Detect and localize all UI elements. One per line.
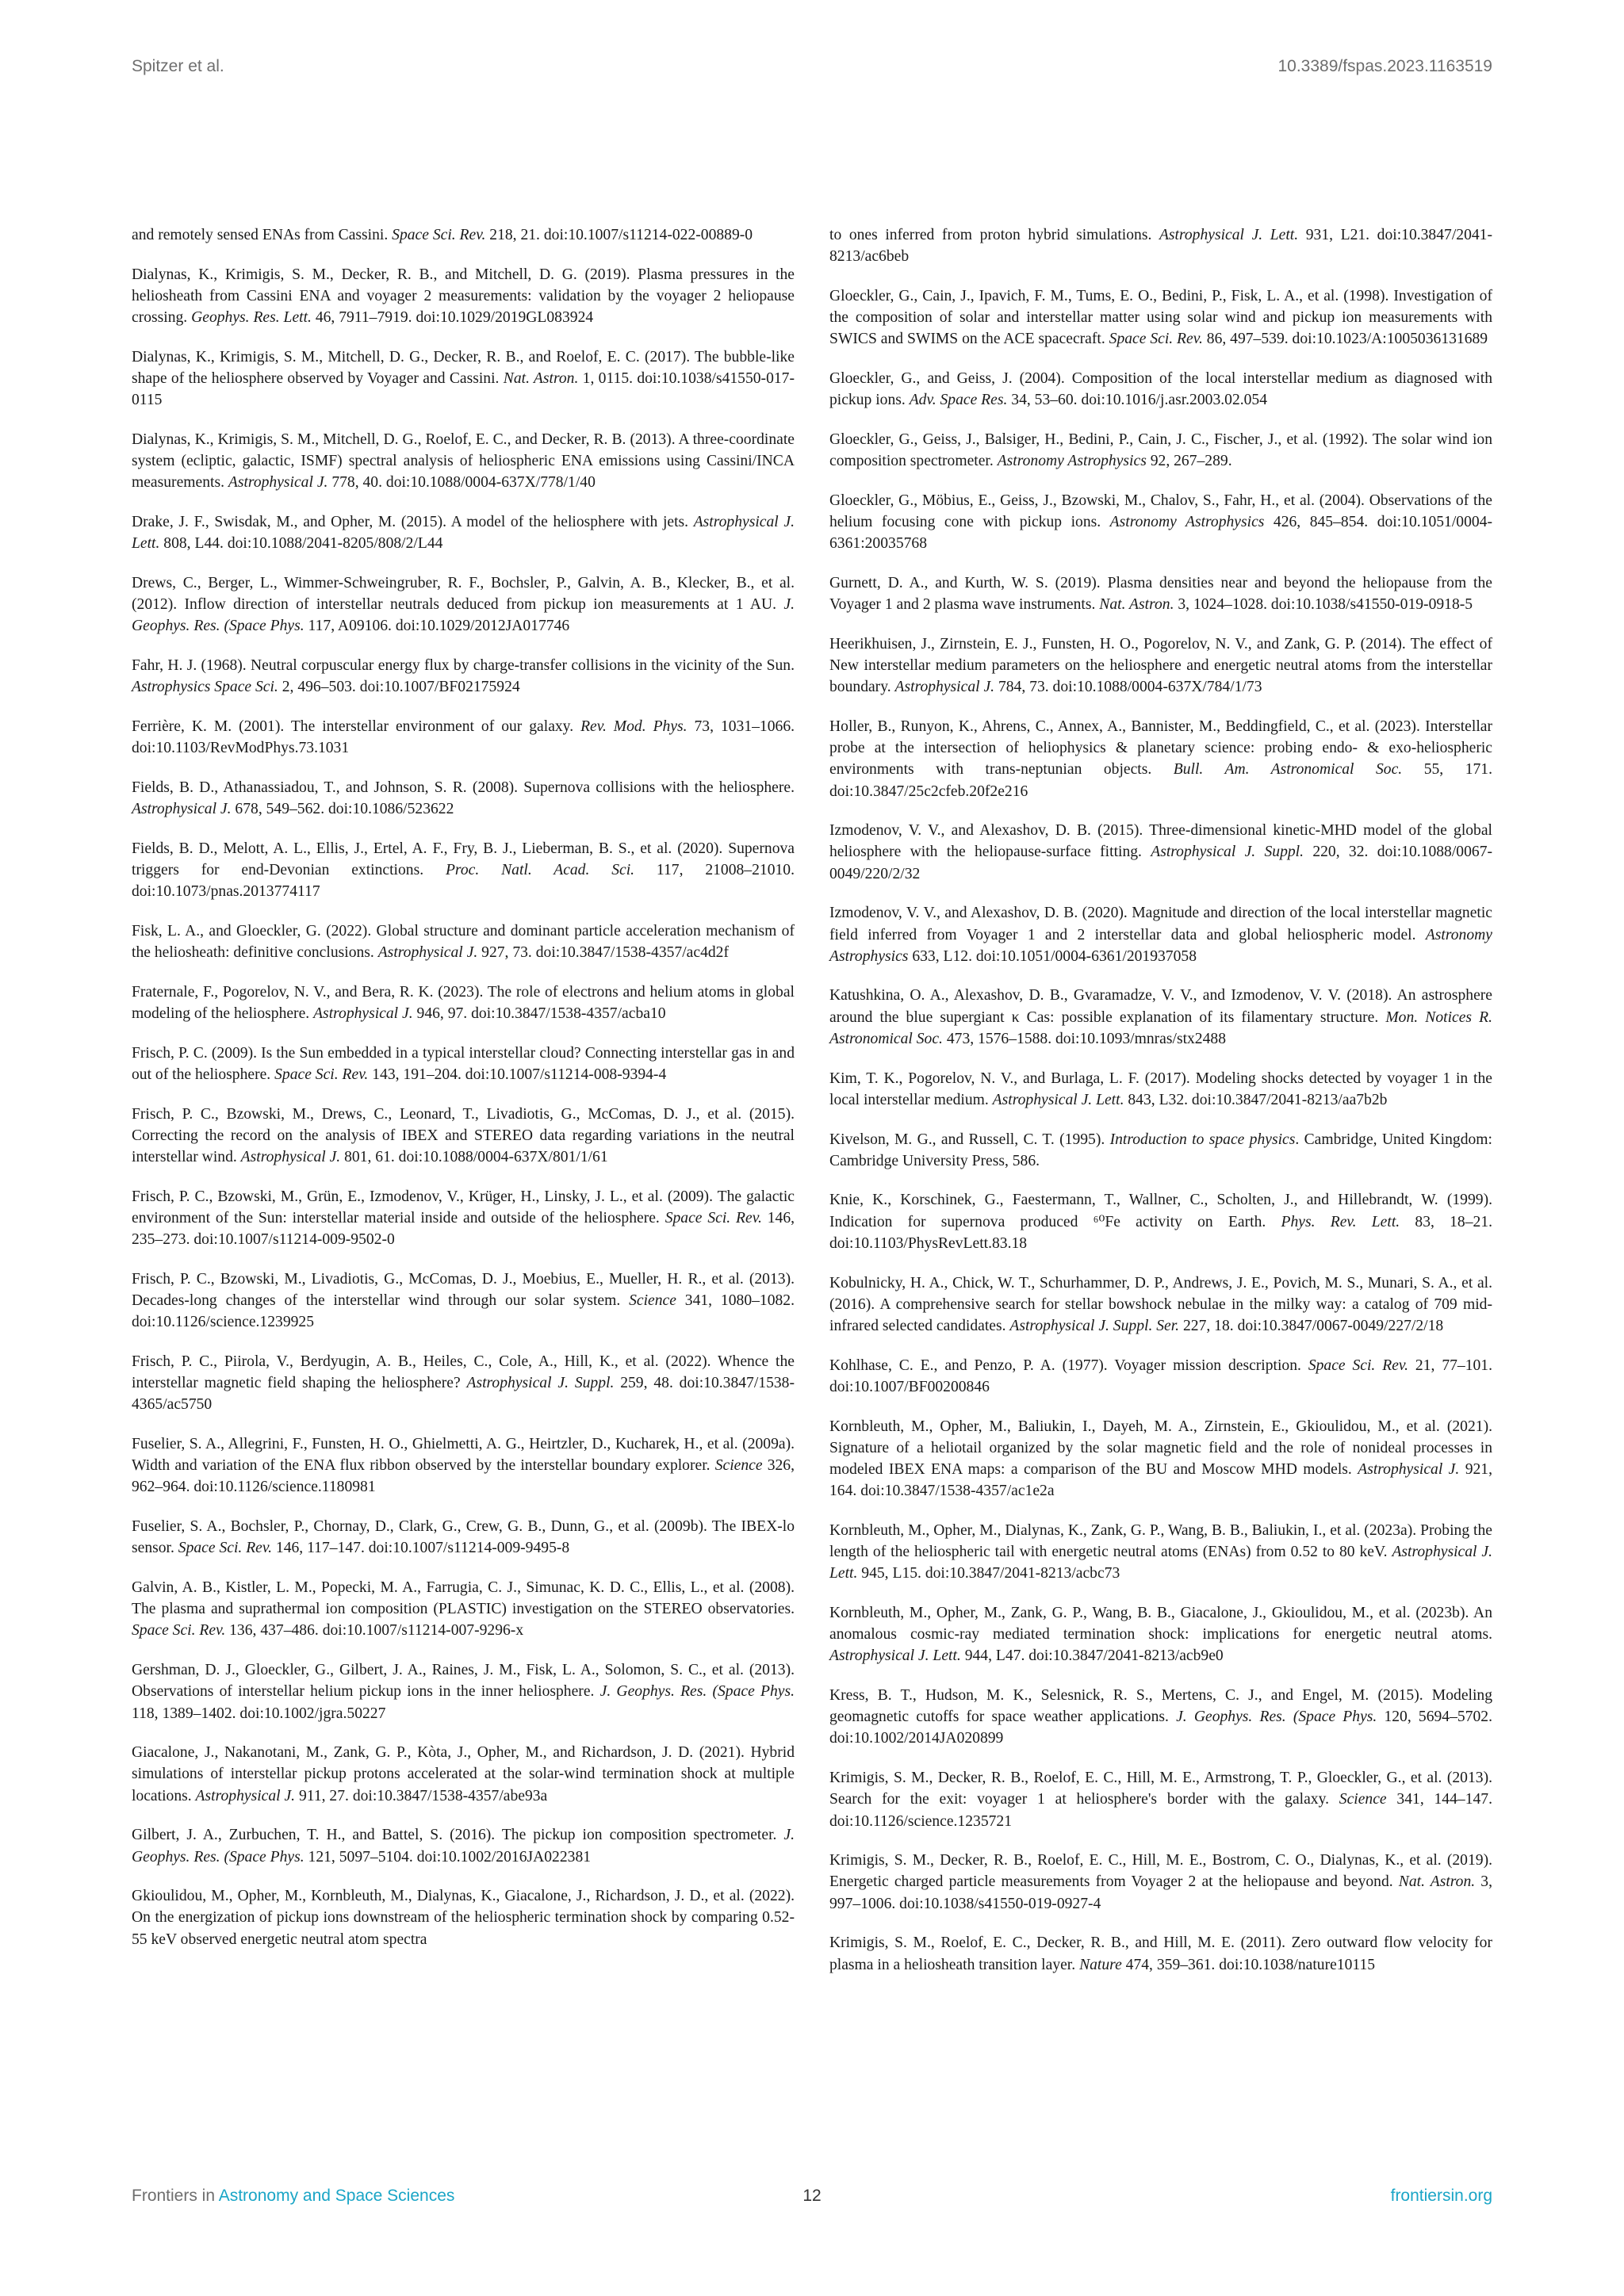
reference-journal: Nat. Astron. [1099, 596, 1174, 614]
reference-details: 227, 18. doi:10.3847/0067-0049/227/2/18 [1179, 1317, 1444, 1334]
reference-details: 473, 1576–1588. doi:10.1093/mnras/stx2488 [942, 1030, 1226, 1047]
reference-details: 931, L21. doi:10.3847/2041-8213/ac6beb [829, 227, 1492, 266]
reference-citation: Kivelson, M. G., and Russell, C. T. (1995). [829, 1131, 1110, 1148]
reference-entry [132, 655, 795, 698]
reference-journal: Astrophysical J. Suppl. [1151, 844, 1304, 861]
reference-entry [132, 1885, 795, 1950]
reference-entry [829, 902, 1492, 967]
reference-details: 55, 171. doi:10.3847/25c2cfeb.20f2e216 [829, 761, 1492, 800]
reference-citation: Galvin, A. B., Kistler, L. M., Popecki, M. A., Farrugia, C. J., Simunac, K. D. C., Ellis, L., et al. (2008). The plasma and suprathermal ion composition (PLASTIC) investigation on the STEREO observatories. [132, 1579, 795, 1618]
reference-journal: J. Geophys. Res. (Space Phys. [1176, 1709, 1377, 1726]
footer-journal [132, 2187, 454, 2206]
reference-entry [829, 716, 1492, 802]
reference-entry [132, 429, 795, 494]
reference-details: 946, 97. doi:10.3847/1538-4357/acba10 [412, 1004, 666, 1022]
reference-entry [132, 1351, 795, 1416]
reference-journal: Astronomy Astrophysics [1109, 514, 1265, 531]
reference-citation: Knie, K., Korschinek, G., Faestermann, T., Wallner, C., Scholten, J., and Hillebrandt, W. (1999). Indication for supernova produced ⁶⁰Fe activity on Earth. [829, 1192, 1492, 1230]
reference-entry [132, 838, 795, 903]
reference-citation: Fisk, L. A., and Gloeckler, G. (2022). Global structure and dominant particle acceleration mechanism of the heliosheath: definitive conclusions. [132, 922, 795, 962]
reference-entry [132, 982, 795, 1024]
reference-citation: Kornbleuth, M., Opher, M., Zank, G. P., Wang, B. B., Giacalone, J., Gkioulidou, M., et al. (2023b). An anomalous cosmic-ray mediated termination shock: implications for energetic neutral atoms. [829, 1604, 1492, 1644]
left-column [132, 224, 795, 1993]
reference-citation: Giacalone, J., Nakanotani, M., Zank, G. P., Kòta, J., Opher, M., and Richardson, J. D. (2021). Hybrid simulations of interstellar pickup protons accelerated at the solar-wind termination shock at multiple locations. [132, 1744, 795, 1804]
article-doi: 10.3389/fspas.2023.1163519 [1277, 57, 1492, 75]
reference-citation: Fahr, H. J. (1968). Neutral corpuscular energy flux by charge-transfer collisions in the vicinity of the Sun. [132, 657, 795, 675]
reference-details: 86, 497–539. doi:10.1023/A:1005036131689 [1202, 331, 1488, 348]
reference-journal: Science [714, 1457, 763, 1475]
reference-details: 3, 997–1006. doi:10.1038/s41550-019-0927-4 [829, 1873, 1492, 1912]
footer-journal-prefix: Frontiers in [132, 2187, 216, 2205]
reference-entry [829, 572, 1492, 615]
reference-details: 143, 191–204. doi:10.1007/s11214-008-9394-4 [368, 1066, 667, 1083]
reference-entry [132, 224, 795, 246]
reference-journal: Astrophysical J. Lett. [1159, 227, 1299, 243]
reference-details: 326, 962–964. doi:10.1126/science.1180981 [132, 1457, 795, 1496]
reference-journal: Space Sci. Rev. [1109, 331, 1203, 348]
right-column [829, 224, 1492, 1993]
reference-journal: Geophys. Res. Lett. [191, 309, 312, 327]
reference-details: 117, A09106. doi:10.1029/2012JA017746 [304, 618, 570, 635]
reference-citation: Gloeckler, G., Geiss, J., Balsiger, H., Bedini, P., Cain, J. C., Fischer, J., et al. (1992). The solar wind ion composition spectrometer. [829, 430, 1492, 470]
reference-citation: and remotely sensed ENAs from Cassini. [132, 227, 393, 243]
reference-journal: J. Geophys. Res. (Space Phys. [132, 1827, 795, 1866]
reference-journal: Astrophysical J. [894, 679, 995, 696]
reference-details: 146, 235–273. doi:10.1007/s11214-009-9502-0 [132, 1209, 795, 1249]
reference-entry [132, 1742, 795, 1807]
reference-citation: Gloeckler, G., Möbius, E., Geiss, J., Bzowski, M., Chalov, S., Fahr, H., et al. (2004). Observations of the helium focusing cone with pickup ions. [829, 492, 1492, 531]
reference-citation: Holler, B., Runyon, K., Ahrens, C., Annex, A., Bannister, M., Beddingfield, C., et al. (2023). Interstellar probe at the intersection of heliophysics & planetary science: probing endo- & exo-heliospheric environments with trans-neptunian objects. [829, 718, 1492, 779]
reference-entry [829, 1602, 1492, 1667]
reference-journal: Astrophysical J. [132, 801, 232, 818]
reference-journal: Rev. Mod. Phys. [580, 718, 688, 735]
reference-details: 3, 1024–1028. doi:10.1038/s41550-019-0918-5 [1174, 596, 1473, 614]
reference-details: 474, 359–361. doi:10.1038/nature10115 [1121, 1956, 1376, 1973]
reference-journal: Space Sci. Rev. [1308, 1357, 1409, 1374]
reference-journal: Astrophysics Space Sci. [132, 679, 278, 696]
reference-entry [829, 1068, 1492, 1111]
reference-journal: Astrophysical J. [195, 1787, 296, 1804]
reference-entry [829, 1189, 1492, 1254]
reference-details: 843, L32. doi:10.3847/2041-8213/aa7b2b [1124, 1091, 1388, 1108]
reference-entry [829, 820, 1492, 885]
reference-citation: Gershman, D. J., Gloeckler, G., Gilbert, J. A., Raines, J. M., Fisk, L. A., Solomon, S. C., et al. (2013). Observations of interstellar helium pickup ions in the inner heliosphere. [132, 1662, 795, 1701]
reference-citation: Frisch, P. C., Bzowski, M., Livadiotis, G., McComas, D. J., Moebius, E., Mueller, H. R., et al. (2013). Decades-long changes of the interstellar wind through our solar system. [132, 1270, 795, 1310]
reference-details: 426, 845–854. doi:10.1051/0004-6361:20035768 [829, 514, 1493, 553]
reference-entry [829, 985, 1492, 1050]
reference-entry [132, 1104, 795, 1169]
footer-site-link[interactable]: frontiersin.org [1390, 2187, 1492, 2205]
reference-details: 778, 40. doi:10.1088/0004-637X/778/1/40 [327, 474, 596, 492]
reference-citation: Kohlhase, C. E., and Penzo, P. A. (1977). Voyager mission description. [829, 1357, 1308, 1374]
reference-citation: Gkioulidou, M., Opher, M., Kornbleuth, M., Dialynas, K., Giacalone, J., Richardson, J. D., et al. (2022). On the energization of pickup ions downstream of the heliospheric termination shock by comparing 0.52-55 keV observed energetic neutral atom spectra [132, 1888, 795, 1948]
reference-citation: Fields, B. D., Melott, A. L., Ellis, J., Ertel, A. F., Fry, B. J., Lieberman, B. S., et al. (2020). Supernova triggers for end-Devonian extinctions. [132, 840, 795, 878]
reference-entry [829, 490, 1492, 555]
reference-citation: Kobulnicky, H. A., Chick, W. T., Schurhammer, D. P., Andrews, J. E., Povich, M. S., Munari, S. A., et al. (2016). A comprehensive search for stellar bowshock nebulae in the milky way: a catalog of 709 mid-infrared selected candidates. [829, 1274, 1492, 1334]
reference-citation: Kim, T. K., Pogorelov, N. V., and Burlaga, L. F. (2017). Modeling shocks detected by voyager 1 in the local interstellar medium. [829, 1070, 1492, 1108]
reference-journal: Astronomy Astrophysics [829, 926, 1492, 965]
reference-journal: Astrophysical J. Lett. [992, 1091, 1124, 1108]
reference-journal: Mon. Notices R. Astronomical Soc. [829, 1008, 1492, 1047]
reference-citation: Krimigis, S. M., Decker, R. B., Roelof, E. C., Hill, M. E., Armstrong, T. P., Gloeckler, G., et al. (2013). Search for the exit: voyager 1 at heliosphere's border with the galaxy. [829, 1770, 1492, 1808]
reference-citation: Kress, B. T., Hudson, M. K., Selesnick, R. S., Mertens, C. J., and Engel, M. (2015). Modeling geomagnetic cutoffs for space weather applications. [829, 1687, 1492, 1726]
reference-journal: Bull. Am. Astronomical Soc. [1173, 761, 1403, 779]
reference-journal: Astrophysical J. [240, 1149, 341, 1165]
reference-citation: Frisch, P. C., Piirola, V., Berdyugin, A. B., Heiles, C., Cole, A., Hill, K., et al. (2022). Whence the interstellar magnetic field shaping the heliosphere? [132, 1353, 795, 1392]
reference-entry [829, 1932, 1492, 1975]
reference-entry [132, 1269, 795, 1334]
reference-entry [132, 1824, 795, 1867]
reference-entry [132, 1043, 795, 1085]
reference-entry [132, 511, 795, 554]
reference-citation: Fuselier, S. A., Bochsler, P., Chornay, D., Clark, G., Crew, G. B., Dunn, G., et al. (2009b). The IBEX-lo sensor. [132, 1518, 795, 1557]
reference-details: 341, 144–147. doi:10.1126/science.1235721 [829, 1791, 1492, 1830]
reference-journal: Astrophysical J. [228, 474, 328, 492]
page-number: 12 [802, 2187, 822, 2205]
reference-details: 120, 5694–5702. doi:10.1002/2014JA020899 [829, 1709, 1492, 1747]
reference-citation: Gurnett, D. A., and Kurth, W. S. (2019). Plasma densities near and beyond the heliopause from the Voyager 1 and 2 plasma wave instruments. [829, 574, 1492, 614]
reference-citation: Frisch, P. C., Bzowski, M., Drews, C., Leonard, T., Livadiotis, G., McComas, D. J., et al. (2015). Correcting the record on the analysis of IBEX and STEREO data regarding variations in the neutral interstellar wind. [132, 1105, 795, 1165]
reference-journal: Astrophysical J. Suppl. [466, 1375, 615, 1392]
reference-journal: Nat. Astron. [1398, 1873, 1476, 1891]
reference-details: 921, 164. doi:10.3847/1538-4357/ac1e2a [829, 1460, 1492, 1500]
reference-entry [829, 1850, 1492, 1915]
reference-details: 146, 117–147. doi:10.1007/s11214-009-9495-8 [272, 1540, 570, 1557]
reference-citation: Frisch, P. C. (2009). Is the Sun embedded in a typical interstellar cloud? Connecting interstellar gas in and out of the heliosphere. [132, 1044, 795, 1083]
reference-journal: Nat. Astron. [503, 370, 579, 388]
reference-journal: Space Sci. Rev. [392, 227, 486, 243]
page-header [132, 57, 1492, 76]
reference-journal: Proc. Natl. Acad. Sci. [445, 861, 635, 878]
reference-entry [132, 777, 795, 820]
reference-journal: Astrophysical J. [377, 944, 478, 962]
reference-entry [132, 346, 795, 411]
reference-journal: Astrophysical J. [313, 1004, 413, 1022]
reference-details: 21, 77–101. doi:10.1007/BF00200846 [829, 1357, 1492, 1395]
reference-journal: Astrophysical J. Lett. [132, 514, 795, 553]
reference-entry [829, 1767, 1492, 1832]
reference-list [132, 224, 1492, 1993]
reference-journal: Science [1339, 1791, 1387, 1808]
reference-citation: Fuselier, S. A., Allegrini, F., Funsten, H. O., Ghielmetti, A. G., Heirtzler, D., Kucharek, H., et al. (2009a). Width and variation of the ENA flux ribbon observed by the interstellar boundary explorer. [132, 1436, 795, 1475]
reference-citation: Ferrière, K. M. (2001). The interstellar environment of our galaxy. [132, 718, 581, 735]
reference-citation: Krimigis, S. M., Roelof, E. C., Decker, R. B., and Hill, M. E. (2011). Zero outward flow velocity for plasma in a heliosheath transition layer. [829, 1934, 1492, 1973]
reference-entry [829, 633, 1492, 698]
reference-entry [829, 1272, 1492, 1337]
reference-journal: Introduction to space physics [1109, 1131, 1296, 1148]
reference-entry [829, 1129, 1492, 1172]
reference-entry [132, 1186, 795, 1251]
reference-citation: Katushkina, O. A., Alexashov, D. B., Gvaramadze, V. V., and Izmodenov, V. V. (2018). An astrosphere around the blue supergiant κ Cas: possible explanation of its filamentary structure. [829, 987, 1492, 1026]
reference-citation: Dialynas, K., Krimigis, S. M., Decker, R. B., and Mitchell, D. G. (2019). Plasma pressures in the heliosheath from Cassini ENA and voyager 2 measurements: validation by the voyager 2 heliopause crossing. [132, 266, 795, 327]
reference-details: 117, 21008–21010. doi:10.1073/pnas.2013774117 [132, 861, 795, 901]
reference-citation: Gilbert, J. A., Zurbuchen, T. H., and Battel, S. (2016). The pickup ion composition spectrometer. [132, 1827, 784, 1844]
reference-details: 808, L44. doi:10.1088/2041-8205/808/2/L44 [159, 535, 443, 553]
reference-details: 341, 1080–1082. doi:10.1126/science.1239925 [132, 1292, 795, 1331]
reference-journal: Science [629, 1292, 676, 1310]
reference-entry [829, 1685, 1492, 1750]
reference-journal: J. Geophys. Res. (Space Phys. [132, 596, 795, 635]
reference-details: 784, 73. doi:10.1088/0004-637X/784/1/73 [994, 679, 1262, 696]
reference-details: 1, 0115. doi:10.1038/s41550-017-0115 [132, 370, 795, 409]
reference-entry [132, 1516, 795, 1559]
reference-entry [829, 1416, 1492, 1502]
reference-citation: Kornbleuth, M., Opher, M., Dialynas, K., Zank, G. P., Wang, B. B., Baliukin, I., et al. (2023a). Probing the length of the heliospheric tail with energetic neutral atoms (ENAs) from 0.52 to 80 keV. [829, 1521, 1492, 1561]
reference-entry [132, 264, 795, 329]
reference-journal: Phys. Rev. Lett. [1281, 1213, 1400, 1230]
reference-details: 259, 48. doi:10.3847/1538-4365/ac5750 [132, 1375, 795, 1414]
reference-entry [829, 224, 1492, 267]
reference-details: 83, 18–21. doi:10.1103/PhysRevLett.83.18 [829, 1213, 1493, 1252]
reference-citation: Dialynas, K., Krimigis, S. M., Mitchell, D. G., Decker, R. B., and Roelof, E. C. (2017). The bubble-like shape of the heliosphere observed by Voyager and Cassini. [132, 348, 795, 388]
footer-journal-name[interactable]: Astronomy and Space Sciences [218, 2187, 455, 2205]
reference-details: 801, 61. doi:10.1088/0004-637X/801/1/61 [340, 1149, 608, 1165]
reference-details: . Cambridge, United Kingdom: Cambridge University Press, 586. [829, 1131, 1492, 1169]
reference-journal: Space Sci. Rev. [665, 1209, 762, 1226]
reference-entry [829, 1355, 1492, 1398]
running-authors: Spitzer et al. [132, 57, 224, 75]
reference-journal: Astrophysical J. Lett. [829, 1544, 1492, 1582]
reference-details: 678, 549–562. doi:10.1086/523622 [231, 801, 454, 818]
reference-details: 911, 27. doi:10.3847/1538-4357/abe93a [295, 1787, 548, 1804]
reference-citation: Gloeckler, G., and Geiss, J. (2004). Composition of the local interstellar medium as diagnosed with pickup ions. [829, 370, 1492, 409]
reference-citation: Krimigis, S. M., Decker, R. B., Roelof, E. C., Hill, M. E., Bostrom, C. O., Dialynas, K., et al. (2019). Energetic charged particle measurements from Voyager 2 at the heliopause and beyond. [829, 1852, 1492, 1891]
reference-entry [829, 368, 1492, 411]
reference-citation: Izmodenov, V. V., and Alexashov, D. B. (2020). Magnitude and direction of the local interstellar magnetic field inferred from Voyager 1 and 2 interstellar data and global heliospheric model. [829, 905, 1492, 943]
reference-journal: Astrophysical J. Lett. [829, 1647, 961, 1665]
reference-details: 73, 1031–1066. doi:10.1103/RevModPhys.73.1031 [132, 718, 795, 757]
reference-entry [132, 1433, 795, 1498]
reference-journal: Astrophysical J. Suppl. Ser. [1009, 1317, 1180, 1334]
reference-details: 121, 5097–5104. doi:10.1002/2016JA022381 [304, 1848, 592, 1866]
reference-entry [829, 1520, 1492, 1585]
reference-citation: Frisch, P. C., Bzowski, M., Grün, E., Izmodenov, V., Krüger, H., Linsky, J. L., et al. (2009). The galactic environment of the Sun: interstellar material inside and outside of the heliosphere. [132, 1188, 795, 1226]
reference-entry [132, 572, 795, 637]
reference-journal: Space Sci. Rev. [274, 1066, 369, 1083]
reference-citation: Gloeckler, G., Cain, J., Ipavich, F. M., Tums, E. O., Bedini, P., Fisk, L. A., et al. (1998). Investigation of the composition of solar and interstellar matter using solar wind and pickup ion measurements with SWICS and SWIMS on the ACE spacecraft. [829, 287, 1492, 348]
reference-details: 2, 496–503. doi:10.1007/BF02175924 [278, 679, 520, 696]
reference-details: 220, 32. doi:10.1088/0067-0049/220/2/32 [829, 844, 1493, 882]
reference-journal: Adv. Space Res. [909, 392, 1008, 409]
reference-journal: J. Geophys. Res. (Space Phys. [599, 1683, 795, 1701]
reference-citation: Heerikhuisen, J., Zirnstein, E. J., Funsten, H. O., Pogorelov, N. V., and Zank, G. P. (2014). The effect of New interstellar medium parameters on the heliosphere and energetic neutral atoms from the interstellar boundary. [829, 635, 1492, 696]
reference-details: 46, 7911–7919. doi:10.1029/2019GL083924 [311, 309, 594, 327]
reference-journal: Nature [1079, 1956, 1122, 1973]
reference-citation: Fraternale, F., Pogorelov, N. V., and Bera, R. K. (2023). The role of electrons and helium atoms in global modeling of the heliosphere. [132, 983, 795, 1022]
reference-details: 118, 1389–1402. doi:10.1002/jgra.50227 [132, 1705, 386, 1722]
reference-details: 136, 437–486. doi:10.1007/s11214-007-9296-x [225, 1622, 524, 1640]
reference-journal: Space Sci. Rev. [132, 1622, 226, 1640]
reference-details: 927, 73. doi:10.3847/1538-4357/ac4d2f [477, 944, 729, 962]
page-footer [132, 2187, 1492, 2210]
reference-entry [829, 285, 1492, 350]
reference-journal: Space Sci. Rev. [178, 1540, 273, 1557]
reference-entry [132, 1659, 795, 1724]
reference-journal: Astronomy Astrophysics [997, 453, 1147, 470]
reference-citation: Drews, C., Berger, L., Wimmer-Schweingruber, R. F., Bochsler, P., Galvin, A. B., Klecker, B., et al. (2012). Inflow direction of interstellar neutrals deduced from pickup ion measurements at 1 AU. [132, 574, 795, 614]
reference-citation: Kornbleuth, M., Opher, M., Baliukin, I., Dayeh, M. A., Zirnstein, E., Gkioulidou, M., et al. (2021). Signature of a heliotail organized by the solar magnetic field and the role of nonideal processes in modeled IBEX ENA maps: a comparison of the BU and Moscow MHD models. [829, 1418, 1492, 1478]
reference-details: 218, 21. doi:10.1007/s11214-022-00889-0 [485, 227, 753, 243]
reference-citation: Drake, J. F., Swisdak, M., and Opher, M. (2015). A model of the heliosphere with jets. [132, 514, 694, 531]
reference-journal: Astrophysical J. [1358, 1460, 1460, 1478]
reference-details: 92, 267–289. [1146, 453, 1232, 470]
reference-details: 944, L47. doi:10.3847/2041-8213/acb9e0 [960, 1647, 1224, 1665]
reference-details: 945, L15. doi:10.3847/2041-8213/acbc73 [857, 1565, 1120, 1582]
reference-entry [132, 716, 795, 759]
reference-citation: Dialynas, K., Krimigis, S. M., Mitchell, D. G., Roelof, E. C., and Decker, R. B. (2013). A three-coordinate system (ecliptic, galactic, ISMF) spectral analysis of heliospheric ENA emissions using Cassini/INCA measurements. [132, 430, 795, 492]
reference-citation: Izmodenov, V. V., and Alexashov, D. B. (2015). Three-dimensional kinetic-MHD model of the global heliosphere with the heliopause-surface fitting. [829, 822, 1492, 861]
reference-details: 34, 53–60. doi:10.1016/j.asr.2003.02.054 [1007, 392, 1268, 409]
reference-entry [132, 920, 795, 963]
reference-citation: to ones inferred from proton hybrid simulations. [829, 227, 1159, 243]
reference-citation: Fields, B. D., Athanassiadou, T., and Johnson, S. R. (2008). Supernova collisions with the heliosphere. [132, 779, 795, 796]
reference-entry [829, 429, 1492, 472]
reference-entry [132, 1577, 795, 1642]
reference-details: 633, L12. doi:10.1051/0004-6361/201937058 [908, 947, 1197, 965]
